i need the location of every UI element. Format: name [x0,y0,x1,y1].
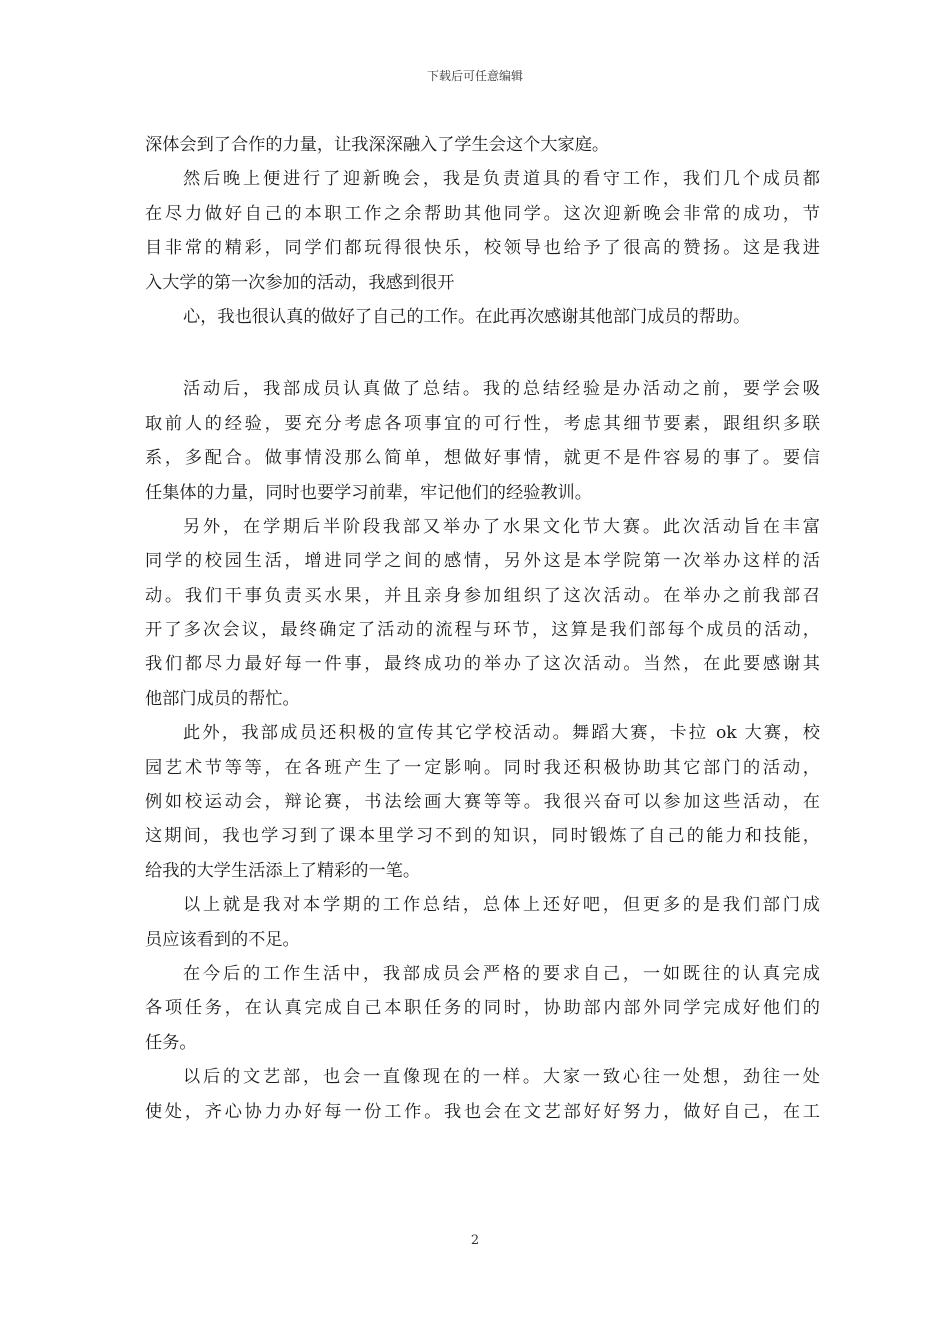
paragraph-line: 以后的文艺部，也会一直像现在的一样。大家一致心往一处想，劲往一处 [183,1067,820,1088]
paragraph [145,957,820,1060]
paragraph-line: 活动后，我部成员认真做了总结。我的总结经验是办活动之前，要学会吸 [183,379,820,400]
page-number: 2 [470,1233,480,1248]
paragraph-line: 例如校运动会，辩论赛，书法绘画大赛等等。我很兴奋可以参加这些活动，在 [145,792,820,813]
paragraph-line: 然后晚上便进行了迎新晚会，我是负责道具的看守工作，我们几个成员都 [183,169,820,190]
paragraph-line: 员应该看到的不足。 [145,929,300,950]
paragraph [145,162,820,300]
paragraph-line: 在今后的工作生活中，我部成员会严格的要求自己，一如既往的认真完成 [183,963,820,984]
paragraph [145,128,820,162]
paragraph-line: 动。我们干事负责买水果，并且亲身参加组织了这次活动。在举办之前我部召 [145,585,820,606]
paragraph-line: 系，多配合。做事情没那么简单，想做好事情，就更不是件容易的事了。要信 [145,448,820,469]
paragraph [145,716,820,888]
page-header: 下载后可任意编辑 [426,69,523,83]
paragraph [145,300,820,334]
paragraph-spacer [145,334,820,372]
paragraph [145,888,820,957]
paragraph-line: 在尽力做好自己的本职工作之余帮助其他同学。这次迎新晚会非常的成功，节 [145,203,820,224]
paragraph-line: 同学的校园生活，增进同学之间的感情，另外这是本学院第一次举办这样的活 [145,551,820,572]
paragraph-line: 给我的大学生活添上了精彩的一笔。 [145,860,421,881]
paragraph [145,510,820,716]
paragraph-line: 深体会到了合作的力量，让我深深融入了学生会这个大家庭。 [145,135,610,155]
paragraph-line: 这期间，我也学习到了课本里学习不到的知识，同时锻炼了自己的能力和技能， [145,826,820,847]
paragraph [145,372,820,510]
paragraph-line: 各项任务，在认真完成自己本职任务的同时，协助部内部外同学完成好他们的 [145,998,820,1019]
paragraph-line: 他部门成员的帮忙。 [145,688,300,709]
paragraph-line: 开了多次会议，最终确定了活动的流程与环节，这算是我们部每个成员的活动， [145,620,820,641]
paragraph-line: 任集体的力量，同时也要学习前辈，牢记他们的经验教训。 [145,482,592,503]
paragraph-line: 使处，齐心协力办好每一份工作。我也会在文艺部好好努力，做好自己，在工 [145,1101,820,1122]
paragraph-line: 心，我也很认真的做好了自己的工作。在此再次感谢其他部门成员的帮助。 [183,306,751,327]
paragraph [145,1060,820,1129]
paragraph-line: 任务。 [145,1032,197,1053]
paragraph-line: 目非常的精彩，同学们都玩得很快乐，校领导也给予了很高的赞扬。这是我进 [145,238,820,259]
paragraph-line: 另外，在学期后半阶段我部又举办了水果文化节大赛。此次活动旨在丰富 [183,516,820,537]
paragraph-line: 园艺术节等等，在各班产生了一定影响。同时我还积极协助其它部门的活动， [145,757,820,778]
document-body [145,128,820,1129]
paragraph-line: 我们都尽力最好每一件事，最终成功的举办了这次活动。当然，在此要感谢其 [145,654,820,675]
paragraph-line: 以上就是我对本学期的工作总结，总体上还好吧，但更多的是我们部门成 [183,895,820,916]
paragraph-line: 入大学的第一次参加的活动，我感到很开 [145,272,455,293]
paragraph-line: 取前人的经验，要充分考虑各项事宜的可行性，考虑其细节要素，跟组织多联 [145,413,820,434]
paragraph-line: 此外，我部成员还积极的宣传其它学校活动。舞蹈大赛，卡拉 ok 大赛，校 [183,723,820,744]
